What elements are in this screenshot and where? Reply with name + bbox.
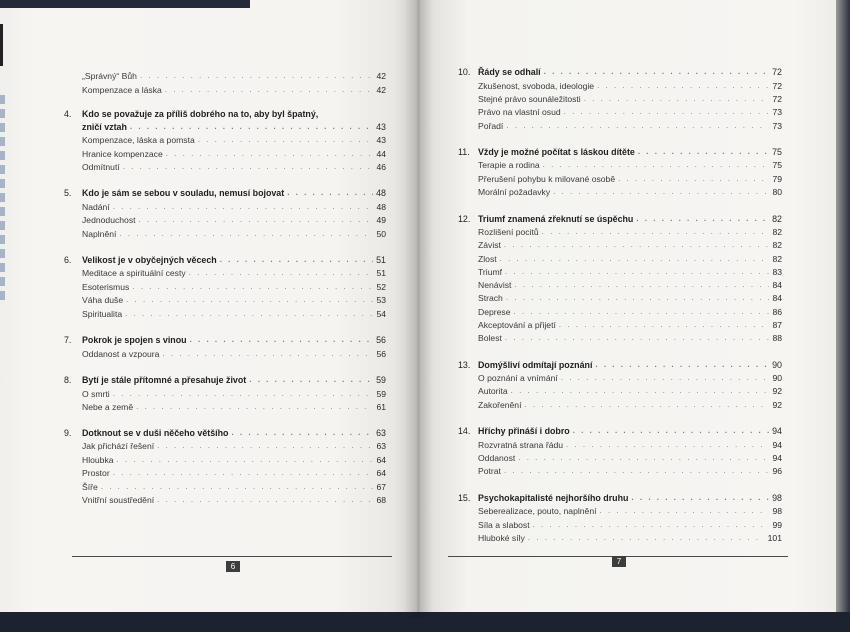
entry-page-number: 96 bbox=[772, 466, 782, 476]
chapter-number: 11. bbox=[458, 147, 470, 157]
dot-leader bbox=[514, 280, 769, 290]
entry-title: Vnitřní soustředění bbox=[82, 495, 155, 505]
entry-page-number: 90 bbox=[772, 360, 782, 370]
entry-title: Akceptování a přijetí bbox=[478, 320, 556, 330]
entry-title: Oddanost a vzpoura bbox=[82, 349, 160, 359]
toc-subentry bbox=[82, 492, 386, 505]
entry-page-number: 63 bbox=[376, 428, 386, 438]
toc-subentry bbox=[82, 82, 386, 95]
entry-page-number: 42 bbox=[376, 71, 386, 81]
dot-leader bbox=[500, 254, 770, 264]
entry-page-number: 42 bbox=[376, 85, 386, 95]
entry-title: Triumf bbox=[478, 267, 503, 277]
entry-title: Vždy je možné počítat s láskou dítěte bbox=[478, 147, 635, 157]
toc-chapter-entry bbox=[458, 423, 782, 436]
toc-chapter-entry bbox=[458, 490, 782, 503]
entry-title: Esoterismus bbox=[82, 282, 130, 292]
chapter-number: 12. bbox=[458, 214, 471, 224]
entry-title: Řády se odhalí bbox=[478, 67, 541, 77]
entry-page-number: 87 bbox=[772, 320, 782, 330]
entry-page-number: 67 bbox=[376, 482, 386, 492]
entry-page-number: 43 bbox=[376, 122, 386, 132]
dot-leader bbox=[117, 455, 374, 465]
dot-leader bbox=[543, 160, 770, 170]
toc-subentry bbox=[478, 450, 782, 463]
entry-title: „Správný“ Bůh bbox=[82, 71, 137, 81]
toc-subentry bbox=[478, 184, 782, 197]
entry-page-number: 64 bbox=[376, 468, 386, 478]
toc-subentry bbox=[478, 290, 782, 303]
chapter-number: 7. bbox=[64, 335, 72, 345]
dot-leader bbox=[504, 466, 770, 476]
toc-chapter-entry bbox=[64, 252, 386, 265]
dot-leader bbox=[287, 188, 373, 198]
entry-page-number: 94 bbox=[772, 440, 782, 450]
entry-title: Terapie a rodina bbox=[478, 160, 540, 170]
dot-leader bbox=[511, 386, 770, 396]
toc-subentry bbox=[478, 78, 782, 91]
toc-subentry bbox=[82, 212, 386, 225]
entry-title: Šíře bbox=[82, 482, 98, 492]
toc-subentry bbox=[478, 383, 782, 396]
entry-title: Autorita bbox=[478, 386, 508, 396]
dot-leader bbox=[524, 400, 769, 410]
dot-leader bbox=[231, 428, 373, 438]
entry-page-number: 48 bbox=[376, 202, 386, 212]
entry-page-number: 72 bbox=[772, 81, 782, 91]
entry-title: Nenávist bbox=[478, 280, 512, 290]
toc-chapter-entry bbox=[82, 119, 386, 132]
entry-title: Hříchy přináší i dobro bbox=[478, 426, 570, 436]
toc-subentry bbox=[82, 346, 386, 359]
toc-subentry bbox=[82, 386, 386, 399]
entry-page-number: 44 bbox=[376, 149, 386, 159]
entry-page-number: 82 bbox=[772, 214, 782, 224]
toc-chapter-entry bbox=[64, 106, 386, 119]
dot-leader bbox=[533, 520, 770, 530]
entry-title: Psychokapitalisté nejhoršího druhu bbox=[478, 493, 629, 503]
entry-title: Síla a slabost bbox=[478, 520, 530, 530]
dot-leader bbox=[101, 482, 374, 492]
entry-page-number: 54 bbox=[376, 309, 386, 319]
dot-leader bbox=[125, 309, 373, 319]
toc-subentry bbox=[82, 465, 386, 478]
toc-subentry bbox=[82, 306, 386, 319]
dot-leader bbox=[113, 202, 374, 212]
toc-subentry bbox=[82, 199, 386, 212]
entry-page-number: 80 bbox=[772, 187, 782, 197]
dot-leader bbox=[113, 468, 374, 478]
entry-page-number: 48 bbox=[376, 188, 386, 198]
toc-subentry bbox=[478, 264, 782, 277]
entry-page-number: 63 bbox=[376, 441, 386, 451]
dot-leader bbox=[505, 333, 770, 343]
entry-page-number: 72 bbox=[772, 94, 782, 104]
entry-page-number: 84 bbox=[772, 280, 782, 290]
entry-title: Zakořenění bbox=[478, 400, 522, 410]
toc-subentry bbox=[478, 530, 782, 543]
entry-page-number: 68 bbox=[376, 495, 386, 505]
dot-leader bbox=[132, 282, 373, 292]
toc-subentry bbox=[478, 437, 782, 450]
toc-subentry bbox=[478, 304, 782, 317]
toc-subentry bbox=[82, 438, 386, 451]
entry-title: Hranice kompenzace bbox=[82, 149, 163, 159]
chapter-number: 13. bbox=[458, 360, 471, 370]
entry-title: zničí vztah bbox=[82, 122, 127, 132]
entry-page-number: 64 bbox=[376, 455, 386, 465]
toc-subentry bbox=[82, 279, 386, 292]
toc-subentry bbox=[82, 265, 386, 278]
entry-title: Deprese bbox=[478, 307, 511, 317]
dot-leader bbox=[506, 293, 770, 303]
entry-title: Právo na vlastní osud bbox=[478, 107, 561, 117]
entry-title: Seberealizace, pouto, naplnění bbox=[478, 506, 597, 516]
entry-title: Velikost je v obyčejných věcech bbox=[82, 255, 217, 265]
dot-leader bbox=[618, 174, 769, 184]
dot-leader bbox=[113, 389, 374, 399]
toc-chapter-entry bbox=[64, 332, 386, 345]
entry-page-number: 98 bbox=[772, 493, 782, 503]
entry-page-number: 79 bbox=[772, 174, 782, 184]
toc-chapter-entry bbox=[64, 185, 386, 198]
entry-title: Naplnění bbox=[82, 229, 117, 239]
entry-page-number: 86 bbox=[772, 307, 782, 317]
entry-page-number: 99 bbox=[772, 520, 782, 530]
toc-subentry bbox=[478, 171, 782, 184]
dot-leader bbox=[636, 214, 769, 224]
toc-subentry bbox=[478, 317, 782, 330]
entry-page-number: 88 bbox=[772, 333, 782, 343]
page-number-right: 7 bbox=[612, 556, 626, 567]
entry-title: Zkušenost, svoboda, ideologie bbox=[478, 81, 595, 91]
entry-title: Triumf znamená zřeknutí se úspěchu bbox=[478, 214, 634, 224]
entry-title: Strach bbox=[478, 293, 503, 303]
entry-title: Rozvratná strana řádu bbox=[478, 440, 564, 450]
entry-page-number: 61 bbox=[376, 402, 386, 412]
entry-title: Bytí je stále přítomné a přesahuje život bbox=[82, 375, 247, 385]
chapter-number: 5. bbox=[64, 188, 72, 198]
entry-title: Oddanost bbox=[478, 453, 516, 463]
entry-page-number: 90 bbox=[772, 373, 782, 383]
dot-leader bbox=[505, 267, 769, 277]
dot-leader bbox=[638, 147, 769, 157]
entry-title: Hluboké síly bbox=[478, 533, 525, 543]
entry-page-number: 51 bbox=[376, 255, 386, 265]
toc-subentry bbox=[478, 118, 782, 131]
entry-title: Kdo se považuje za příliš dobrého na to, aby byl špatný, bbox=[82, 109, 319, 119]
dot-leader bbox=[189, 268, 374, 278]
entry-title: Morální požadavky bbox=[478, 187, 551, 197]
entry-page-number: 82 bbox=[772, 227, 782, 237]
toc-subentry bbox=[478, 397, 782, 410]
entry-page-number: 59 bbox=[376, 375, 386, 385]
entry-title: Stejné právo sounáležitosti bbox=[478, 94, 581, 104]
entry-title: Jak přichází řešení bbox=[82, 441, 155, 451]
entry-title: Pořadí bbox=[478, 121, 504, 131]
toc-subentry bbox=[478, 463, 782, 476]
entry-page-number: 75 bbox=[772, 160, 782, 170]
entry-page-number: 56 bbox=[376, 335, 386, 345]
page-number-left: 6 bbox=[226, 561, 240, 572]
entry-page-number: 59 bbox=[376, 389, 386, 399]
toc-chapter-entry bbox=[458, 144, 782, 157]
dot-leader bbox=[518, 453, 769, 463]
toc-subentry bbox=[82, 159, 386, 172]
toc-subentry bbox=[82, 292, 386, 305]
chapter-number: 15. bbox=[458, 493, 471, 503]
toc-subentry bbox=[82, 479, 386, 492]
chapter-number: 9. bbox=[64, 428, 72, 438]
dot-leader bbox=[559, 320, 770, 330]
entry-page-number: 50 bbox=[376, 229, 386, 239]
entry-page-number: 82 bbox=[772, 254, 782, 264]
entry-title: Meditace a spirituální cesty bbox=[82, 268, 186, 278]
dot-leader bbox=[631, 493, 769, 503]
toc-subentry bbox=[478, 251, 782, 264]
dot-leader bbox=[130, 122, 373, 132]
entry-page-number: 94 bbox=[772, 453, 782, 463]
dot-leader bbox=[595, 360, 769, 370]
entry-title: Pokrok je spojen s vinou bbox=[82, 335, 187, 345]
toc-subentry bbox=[478, 104, 782, 117]
dot-leader bbox=[157, 441, 373, 451]
footer-rule-left bbox=[72, 556, 392, 557]
toc-subentry bbox=[82, 68, 386, 81]
toc-subentry bbox=[82, 452, 386, 465]
dot-leader bbox=[584, 94, 770, 104]
toc-chapter-entry bbox=[458, 64, 782, 77]
dot-leader bbox=[573, 426, 769, 436]
entry-page-number: 82 bbox=[772, 240, 782, 250]
entry-title: Přerušení pohybu k milované osobě bbox=[478, 174, 616, 184]
dot-leader bbox=[119, 229, 373, 239]
entry-page-number: 73 bbox=[772, 107, 782, 117]
entry-title: Odmítnutí bbox=[82, 162, 120, 172]
chapter-number: 6. bbox=[64, 255, 72, 265]
toc-chapter-entry bbox=[64, 425, 386, 438]
dot-leader bbox=[220, 255, 373, 265]
toc-subentry bbox=[478, 370, 782, 383]
entry-title: Nebe a země bbox=[82, 402, 134, 412]
toc-subentry bbox=[82, 146, 386, 159]
toc-subentry bbox=[478, 330, 782, 343]
chapter-number: 10. bbox=[458, 67, 471, 77]
toc-subentry bbox=[82, 399, 386, 412]
toc-subentry bbox=[478, 503, 782, 516]
entry-page-number: 49 bbox=[376, 215, 386, 225]
entry-title: Potrat bbox=[478, 466, 501, 476]
entry-page-number: 52 bbox=[376, 282, 386, 292]
entry-page-number: 92 bbox=[772, 386, 782, 396]
toc-chapter-entry bbox=[64, 372, 386, 385]
toc-chapter-entry bbox=[458, 357, 782, 370]
toc-subentry bbox=[478, 157, 782, 170]
entry-title: Kompenzace a láska bbox=[82, 85, 162, 95]
dot-leader bbox=[136, 402, 373, 412]
dot-leader bbox=[513, 307, 769, 317]
toc-subentry bbox=[478, 91, 782, 104]
entry-title: Hloubka bbox=[82, 455, 114, 465]
dot-leader bbox=[126, 295, 373, 305]
dot-leader bbox=[597, 81, 769, 91]
entry-page-number: 73 bbox=[772, 121, 782, 131]
entry-page-number: 75 bbox=[772, 147, 782, 157]
dot-leader bbox=[542, 227, 770, 237]
toc-subentry bbox=[478, 224, 782, 237]
entry-title: O poznání a vnímání bbox=[478, 373, 558, 383]
entry-title: Bolest bbox=[478, 333, 502, 343]
dot-leader bbox=[165, 85, 374, 95]
chapter-number: 4. bbox=[64, 109, 72, 119]
entry-title: Váha duše bbox=[82, 295, 124, 305]
dot-leader bbox=[600, 506, 770, 516]
dot-leader bbox=[506, 121, 769, 131]
entry-page-number: 46 bbox=[376, 162, 386, 172]
entry-title: Nadání bbox=[82, 202, 110, 212]
entry-page-number: 53 bbox=[376, 295, 386, 305]
entry-title: Závist bbox=[478, 240, 501, 250]
entry-title: O smrti bbox=[82, 389, 110, 399]
dot-leader bbox=[249, 375, 373, 385]
dot-leader bbox=[139, 215, 374, 225]
entry-title: Kdo je sám se sebou v souladu, nemusí bojovat bbox=[82, 188, 285, 198]
entry-page-number: 92 bbox=[772, 400, 782, 410]
toc-subentry bbox=[478, 517, 782, 530]
toc-subentry bbox=[478, 277, 782, 290]
dot-leader bbox=[190, 335, 374, 345]
dot-leader bbox=[561, 373, 770, 383]
dot-leader bbox=[566, 440, 769, 450]
dot-leader bbox=[504, 240, 770, 250]
entry-page-number: 72 bbox=[772, 67, 782, 77]
entry-page-number: 98 bbox=[772, 506, 782, 516]
entry-title: Jednoduchost bbox=[82, 215, 136, 225]
entry-page-number: 84 bbox=[772, 293, 782, 303]
entry-page-number: 94 bbox=[772, 426, 782, 436]
entry-title: Rozlišení pocitů bbox=[478, 227, 539, 237]
entry-page-number: 56 bbox=[376, 349, 386, 359]
dot-leader bbox=[157, 495, 373, 505]
toc-subentry bbox=[478, 237, 782, 250]
entry-page-number: 83 bbox=[772, 267, 782, 277]
entry-page-number: 43 bbox=[376, 135, 386, 145]
entry-title: Kompenzace, láska a pomsta bbox=[82, 135, 195, 145]
dot-leader bbox=[528, 533, 765, 543]
dot-leader bbox=[544, 67, 769, 77]
entry-title: Domýšliví odmítají poznání bbox=[478, 360, 593, 370]
dot-leader bbox=[123, 162, 374, 172]
entry-page-number: 51 bbox=[376, 268, 386, 278]
entry-title: Spiritualita bbox=[82, 309, 123, 319]
toc-subentry bbox=[82, 132, 386, 145]
chapter-number: 8. bbox=[64, 375, 72, 385]
dot-leader bbox=[166, 149, 374, 159]
dot-leader bbox=[198, 135, 374, 145]
dot-leader bbox=[140, 71, 374, 81]
dot-leader bbox=[162, 349, 373, 359]
dot-leader bbox=[553, 187, 769, 197]
toc-chapter-entry bbox=[458, 211, 782, 224]
dot-leader bbox=[564, 107, 770, 117]
chapter-number: 14. bbox=[458, 426, 471, 436]
toc-subentry bbox=[82, 226, 386, 239]
entry-title: Dotknout se v duši něčeho většího bbox=[82, 428, 229, 438]
entry-page-number: 101 bbox=[767, 533, 782, 543]
entry-title: Prostor bbox=[82, 468, 110, 478]
entry-title: Zlost bbox=[478, 254, 497, 264]
